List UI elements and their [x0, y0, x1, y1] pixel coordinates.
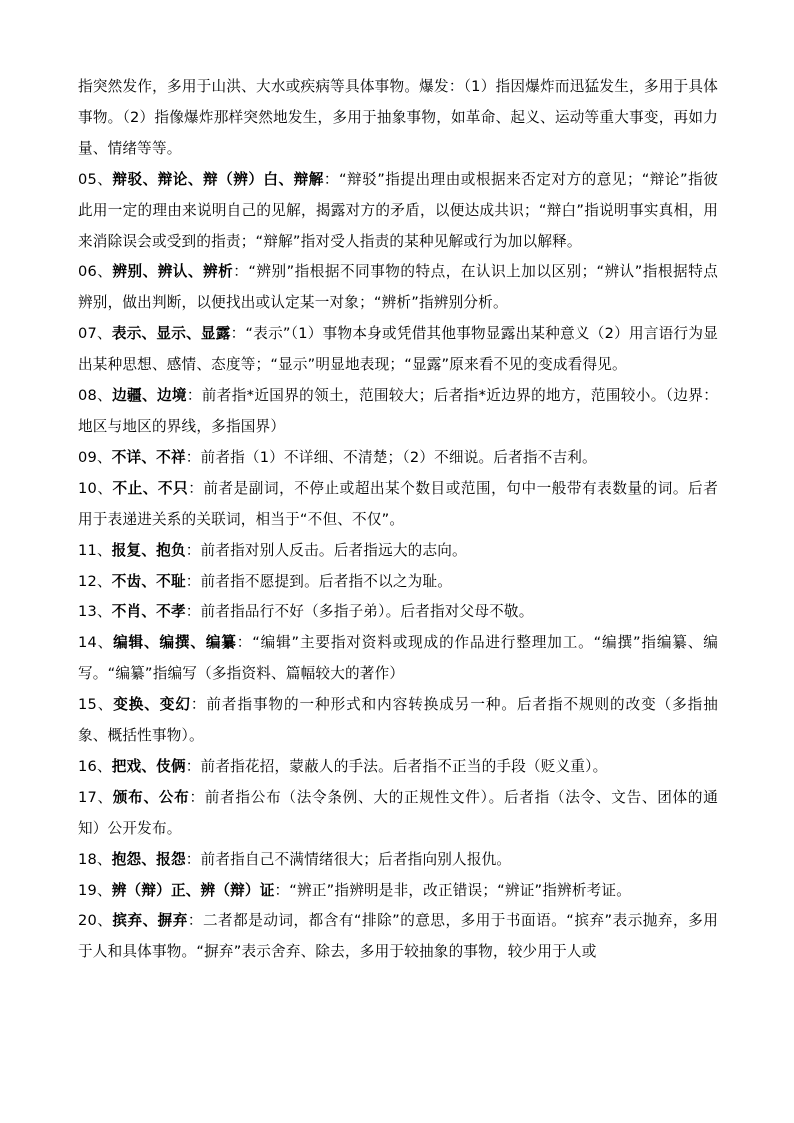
entry-06	[78, 257, 718, 319]
entry-term: 边疆、边境	[112, 387, 187, 405]
entry-number: 13、	[78, 603, 112, 621]
paragraph-text: 指突然发作，多用于山洪、大水或疾病等具体事物。爆发：（1）指因爆炸而迅猛发生，多用于具体事物。（2）指像爆炸那样突然地发生，多用于抽象事物，如革命、起义、运动等重大事变，再如力量、情绪等等。	[78, 78, 718, 157]
entry-number: 07、	[78, 325, 112, 343]
entry-number: 06、	[78, 263, 113, 281]
entry-18	[78, 845, 718, 876]
entry-number: 15、	[78, 696, 114, 714]
entry-term: 辨别、辨认、辨析	[112, 263, 234, 281]
entry-text: ：“辨正”指辨明是非，改正错误；“辨证”指辨析考证。	[274, 881, 632, 899]
entry-number: 10、	[78, 479, 113, 497]
entry-term: 表示、显示、显露	[111, 325, 231, 343]
entry-19	[78, 876, 718, 907]
entry-term: 不止、不只	[112, 479, 189, 497]
entry-05	[78, 165, 718, 258]
entry-number: 05、	[78, 170, 113, 188]
entry-text: ：前者指花招，蒙蔽人的手法。后者指不正当的手段（贬义重）。	[185, 757, 608, 775]
entry-term: 颁布、公布	[112, 788, 190, 806]
entry-text: ：“表示”（1）事物本身或凭借其他事物显露出某种意义（2）用言语行为显出某种思想、感情、态度等；“显示”明显地表现；“显露”原来看不见的变成看得见。	[78, 325, 718, 374]
entry-number: 14、	[78, 634, 114, 652]
entry-text: ：前者指（1）不详细、不清楚；（2）不细说。后者指不吉利。	[185, 448, 597, 466]
entry-text: ：前者指事物的一种形式和内容转换成另一种。后者指不规则的改变（多指抽象、概括性事物）。	[78, 696, 718, 745]
entry-text: ：前者指*近国界的领土，范围较大；后者指*近边界的地方，范围较小。（边界：地区与地区的界线，多指国界）	[78, 387, 719, 435]
entry-text: ：前者指公布（法令条例、大的正规性文件）。后者指（法令、文告、团体的通知）公开发布。	[78, 788, 718, 837]
entry-text: ：“编辑”主要指对资料或现成的作品进行整理加工。“编撰”指编纂、编写。“编纂”指编写（多指资料、篇幅较大的著作）	[78, 634, 718, 683]
entry-number: 17、	[78, 788, 113, 806]
entry-number: 16、	[78, 757, 112, 775]
entry-text: ：前者指品行不好（多指子弟）。后者指对父母不敬。	[185, 603, 534, 621]
entry-20	[78, 906, 718, 968]
entry-term: 变换、变幻	[113, 696, 191, 714]
entry-17	[78, 783, 718, 845]
entry-text: ：二者都是动词，都含有“排除”的意思，多用于书面语。“摈弃”表示抛弃，多用于人和具体事物。“摒弃”表示舍弃、除去，多用于较抽象的事物，较少用于人或	[78, 912, 718, 961]
entry-text: ：前者指对别人反击。后者指远大的志向。	[185, 541, 467, 559]
entry-term: 摈弃、摒弃	[112, 912, 188, 930]
entry-number: 12、	[78, 572, 112, 590]
entry-text: ：前者指不愿提到。后者指不以之为耻。	[185, 572, 453, 590]
entry-14	[78, 628, 718, 690]
entry-term: 不详、不祥	[111, 448, 186, 466]
entry-term: 把戏、伎俩	[111, 757, 186, 775]
entry-text: ：“辩驳”指提出理由或根据来否定对方的意见；“辩论”指彼此用一定的理由来说明自己的见解，揭露对方的矛盾，以便达成共识；“辩白”指说明事实真相，用来消除误会或受到的指责；“辩解”指对受人指责的某种见解或行为加以解释。	[78, 170, 718, 250]
entry-11	[78, 536, 718, 567]
entry-08	[78, 381, 718, 443]
entry-term: 辩驳、辩论、辩（辨）白、辩解	[112, 170, 324, 188]
entry-number: 18、	[78, 850, 112, 868]
entry-number: 08、	[78, 387, 113, 405]
entry-16	[78, 752, 718, 783]
entry-term: 编辑、编撰、编纂	[113, 634, 237, 652]
entry-term: 不肖、不孝	[111, 603, 186, 621]
entry-07	[78, 319, 718, 381]
entry-13	[78, 597, 718, 628]
entry-term: 抱怨、报怨	[111, 850, 186, 868]
entry-term: 报复、抱负	[111, 541, 186, 559]
entry-10	[78, 474, 718, 536]
entry-text: ：前者是副词，不停止或超出某个数目或范围，句中一般带有表数量的词。后者用于表递进关系的关联词，相当于“不但、不仅”。	[78, 479, 718, 528]
entry-text: ：“辨别”指根据不同事物的特点，在认识上加以区别；“辨认”指根据特点辨别，做出判断，以便找出或认定某一对象；“辨析”指辨别分析。	[78, 263, 719, 312]
entry-number: 09、	[78, 448, 112, 466]
entry-15	[78, 690, 718, 752]
entry-12	[78, 567, 718, 598]
document-page	[78, 72, 718, 968]
paragraph-continued	[78, 72, 718, 165]
entry-number: 11、	[78, 541, 112, 559]
entry-term: 辨（辩）正、辨（辩）证	[111, 881, 275, 899]
entry-text: ：前者指自己不满情绪很大；后者指向别人报仇。	[185, 850, 512, 868]
entry-term: 不齿、不耻	[111, 572, 186, 590]
entry-09	[78, 443, 718, 474]
entry-number: 19、	[78, 881, 112, 899]
entry-number: 20、	[78, 912, 113, 930]
